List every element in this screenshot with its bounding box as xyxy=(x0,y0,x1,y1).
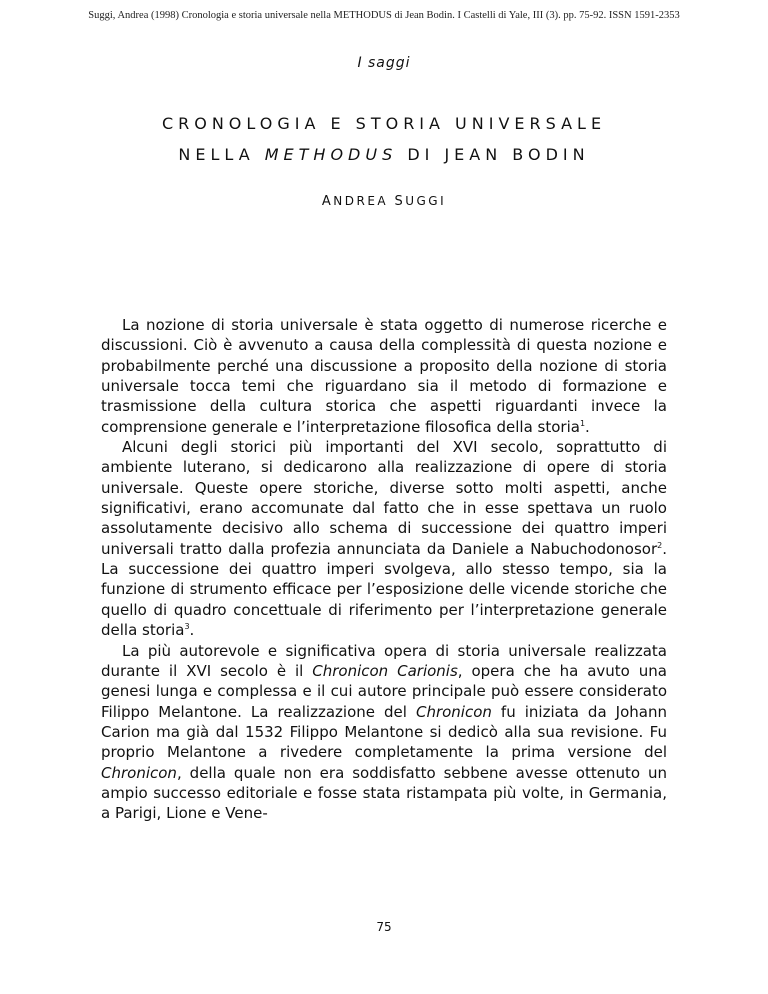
article-title-line-1: CRONOLOGIA E STORIA UNIVERSALE xyxy=(161,114,607,133)
author-last-rest: UGGI xyxy=(405,194,447,208)
paragraph-3-text-a: La più autorevole e significativa opera di storia universale realizzata durante il XVI secolo è il xyxy=(101,641,667,680)
section-label: I saggi xyxy=(357,55,411,71)
author-first-initial: A xyxy=(321,194,334,209)
paragraph-3-text-b: , opera che ha avuto una genesi lunga e complessa e il cui autore principale può essere considerato Filippo Melantone. La realizzazione del xyxy=(101,661,667,721)
footnote-ref-2[interactable]: 2 xyxy=(657,540,663,550)
article-title-line-2 xyxy=(0,145,768,164)
footnote-ref-3[interactable]: 3 xyxy=(184,622,190,632)
page-number: 75 xyxy=(376,920,392,934)
work-title-chronicon-carionis: Chronicon Carionis xyxy=(312,661,458,680)
title-line-2-post: DI JEAN BODIN xyxy=(397,145,590,164)
paragraph-1-text: La nozione di storia universale è stata oggetto di numerose ricerche e discussioni. Ciò è avvenuto a causa della complessità di questa nozione e probabilmente perché una discussione a proposito della nozione di storia universale tocca temi che riguardano sia il metodo di formazione e trasmissione della cultura storica che aspetti riguardanti invece la comprensione generale e l’interpretazione filosofica della storia xyxy=(101,316,667,436)
paragraph-3 xyxy=(101,641,667,824)
author-last-initial: S xyxy=(394,194,406,209)
paragraph-1-end: . xyxy=(585,417,590,436)
paragraph-2-text-b: . La successione dei quattro imperi svolgeva, allo stesso tempo, sia la funzione di strumento efficace per l’esposizione delle vicende storiche che quello di quadro concettuale di riferimento per l’interpretazione generale della storia xyxy=(101,539,667,640)
paragraph-1 xyxy=(101,315,667,437)
article-body xyxy=(101,315,667,824)
author-name xyxy=(0,194,768,209)
paragraph-2 xyxy=(101,437,667,640)
author-first-rest: NDREA xyxy=(333,194,389,208)
work-title-chronicon: Chronicon xyxy=(415,702,492,721)
work-title-chronicon: Chronicon xyxy=(101,763,177,782)
paragraph-2-end: . xyxy=(189,621,195,640)
paragraph-2-text-a: Alcuni degli storici più importanti del XVI secolo, soprattutto di ambiente luterano, si dedicarono alla realizzazione di opere di storia universale. Queste opere storiche, diverse sotto molti aspetti, anche significativi, erano accomunate dal fatto che in esse spettava un ruolo assolutamente decisivo allo schema di successione dei quattro imperi universali tratto dalla profezia annunciata da Daniele a Nabuchodonosor xyxy=(101,438,667,558)
paragraph-3-text-c: fu iniziata da Johann Carion ma già dal 1532 Filippo Melantone si dedicò alla sua revisione. Fu proprio Melantone a rivedere completamente la prima versione del xyxy=(101,702,667,762)
footnote-ref-1[interactable]: 1 xyxy=(579,418,586,428)
title-work-name: METHODUS xyxy=(264,145,398,164)
citation-header: Suggi, Andrea (1998) Cronologia e storia universale nella METHODUS di Jean Bodin. I Castelli di Yale, III (3). pp. 75-92. ISSN 1591-2353 xyxy=(88,10,680,21)
title-line-2-pre: NELLA xyxy=(178,145,265,164)
paragraph-3-text-d: , della quale non era soddisfatto sebbene avesse ottenuto un ampio successo editoriale e fosse stata ristampata più volte, in Germania, a Parigi, Lione e Vene- xyxy=(101,763,667,823)
